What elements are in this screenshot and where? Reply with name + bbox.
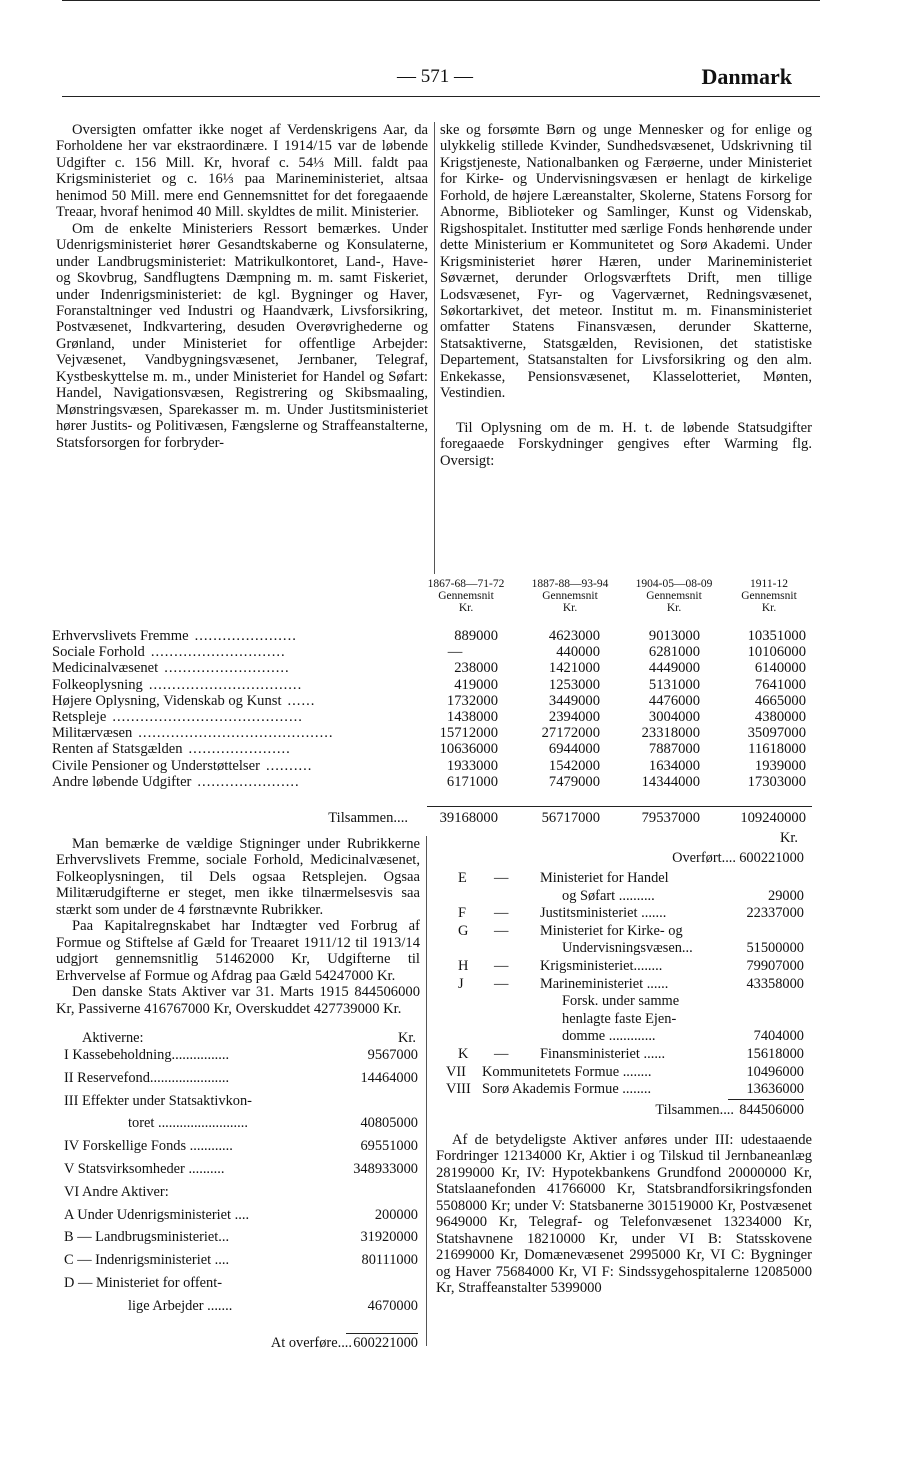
carry-label: At overføre....: [270, 1335, 352, 1351]
cell-value: 14344000: [641, 773, 700, 790]
asset-row: [436, 958, 812, 974]
assets-list-right: [436, 830, 812, 1120]
cell-value: 15712000: [439, 725, 498, 742]
row-label: [52, 693, 412, 710]
row-label: [52, 725, 412, 742]
cell-value: 4476000: [648, 692, 700, 709]
asset-row: [56, 1070, 420, 1086]
left-bottom-text: [56, 836, 420, 1017]
row-label-text: Retspleje: [52, 709, 107, 725]
asset-value: 29000: [768, 887, 804, 904]
assets-heading: Aktiverne:: [82, 1030, 144, 1046]
asset-label: domme .............: [562, 1028, 656, 1045]
asset-row: [56, 1115, 420, 1131]
left-column-text: [56, 122, 428, 451]
expenditure-table: [52, 578, 812, 828]
asset-row: [436, 888, 812, 904]
running-head-country: Danmark: [701, 64, 792, 89]
asset-letter: VIII: [446, 1081, 471, 1098]
right-column-text: [440, 122, 812, 469]
carry-value: 600221000: [353, 1335, 418, 1351]
asset-row: [436, 1046, 812, 1062]
cell-value: 4380000: [754, 709, 806, 725]
carried-value: 600221000: [739, 850, 804, 866]
asset-row: [56, 1161, 420, 1177]
cell-value: 17303000: [747, 773, 806, 790]
total-value: 109240000: [740, 810, 806, 826]
asset-row: [436, 940, 812, 956]
asset-label: lige Arbejder .......: [128, 1297, 233, 1314]
leader-dots: ......................: [194, 628, 297, 644]
asset-label: Ministeriet for Handel: [540, 870, 669, 886]
asset-row: [436, 993, 812, 1009]
asset-value: 4670000: [367, 1297, 418, 1314]
asset-label: Kommunitetets Formue ........: [482, 1063, 652, 1080]
cell-value: —: [447, 644, 463, 661]
cell-value: 6140000: [754, 660, 806, 677]
asset-value: 9567000: [367, 1047, 418, 1063]
total-row: [436, 1102, 812, 1118]
asset-row: [56, 1184, 420, 1200]
paragraph: ske og forsømte Børn og unge Mennesker og for enlige og ulykkelig stillede Kvinder, Sundhedsvæsenet, Udskrivning til Krigstjeneste, Nationalbanken og Færøerne, under Ministeriet for Kirke- og Undervisningsvæsen er henlagt de kirkelige Forhold, de højere Læreanstalter, Skolerne, Statens Forsorg for Abnorme, Biblioteker og Samlinger, Kunst og Videnskab, Rigshospitalet. Institutter med særlige Fonds henhørende under dette Ministerium er Kommunitetet og Sorø Akademi. Under Krigsministeriet hører Hæren, under Marineministeriet Søværnet, derunder Orlogsværftets Drift, men tillige Lodsvæsenet, Fyr- og Vagerværnet, Redningsvæsenet, Søkortarkivet, det meteor. Institut m. m. Finansministeriet omfatter Statens Finansvæsen, derunder Skatterne, Statsaktiverne, Statsgælden, Revisionen, det statistiske Departement, Statsanstalten for Livsforsikring og den alm. Enkekasse, Pensionsvæsenet, Klasselotteriet, Mønten, Vestindien.: [440, 122, 812, 402]
asset-label: Sorø Akademis Formue ........: [482, 1081, 652, 1098]
asset-label: A Under Udenrigsministeriet ....: [64, 1206, 250, 1223]
cell-value: 1933000: [446, 757, 498, 774]
asset-label: Finansministeriet ......: [540, 1046, 666, 1062]
asset-row: [436, 976, 812, 992]
total-value: 79537000: [641, 810, 700, 826]
total-label: Tilsammen....: [328, 810, 408, 826]
unit-row: [436, 830, 812, 846]
table-row: [52, 758, 812, 774]
cell-value: 2394000: [548, 709, 600, 725]
total-value: 56717000: [541, 810, 600, 826]
table-row: [52, 725, 812, 741]
row-label-text: Folkeoplysning: [52, 676, 143, 693]
column-header: 1887-88—93-94 Gennemsnit Kr.: [531, 578, 609, 614]
top-edge-rule: [62, 0, 820, 1]
asset-label: Ministeriet for Kirke- og: [540, 922, 683, 939]
row-label-text: Sociale Forhold: [52, 644, 145, 661]
table-row: [52, 628, 812, 644]
asset-label: Marineministeriet ......: [540, 975, 669, 992]
cell-value: 9013000: [648, 628, 700, 644]
asset-row: [436, 1081, 812, 1097]
total-rule: [728, 1099, 804, 1100]
row-label-text: Andre løbende Udgifter: [52, 773, 192, 790]
paragraph: Af de betydeligste Aktiver anføres under III: udestaaende Fordringer 12134000 Kr, Aktier i og Tilskud til Jernbaneanlæg 28199000 Kr, IV: Hypotekbankens Grundfond 20000000 Kr, Statslaanefonden 41766000 Kr, Statsbrandforsikringsfonden 5508000 Kr; under V: Statsbanerne 301519000 Kr, Postvæsenet 9649000 Kr, Telegraf- og Telefonvæsenet 13234000 Kr, Statshavnene 18210000 Kr, under VI B: Statsskovene 21699000 Kr, Domænevæsenet 2995000 Kr, VI C: Bygninger og Haver 75684000 Kr, VI F: Sindssygehospitalerne 12085000 Kr, Straffeanstalter 5399000: [436, 1132, 812, 1297]
table-row: [52, 677, 812, 693]
cell-value: 10351000: [747, 628, 806, 644]
header-rule: [62, 96, 820, 97]
cell-value: 7887000: [648, 741, 700, 758]
cell-value: 889000: [454, 628, 498, 644]
cell-value: 4623000: [548, 628, 600, 644]
row-label: [52, 677, 412, 694]
asset-row: [436, 1064, 812, 1080]
asset-value: 43358000: [746, 975, 804, 992]
column-header: 1911-12 Gennemsnit Kr.: [741, 578, 797, 614]
asset-dash: —: [494, 975, 509, 992]
asset-label: toret .........................: [128, 1115, 248, 1132]
asset-dash: —: [494, 870, 509, 886]
cell-value: 440000: [556, 644, 600, 661]
leader-dots: ...........................: [164, 660, 290, 677]
asset-value: 348933000: [353, 1161, 418, 1177]
leader-dots: ..........................................: [138, 725, 334, 742]
column-divider: [426, 836, 427, 1346]
asset-label: I Kassebeholdning................: [64, 1047, 230, 1063]
asset-label: D — Ministeriet for offent-: [64, 1275, 222, 1291]
asset-label: VI Andre Aktiver:: [64, 1183, 169, 1200]
paragraph: Om de enkelte Ministeriers Ressort bemærkes. Under Udenrigsministeriet hører Gesandtskaberne og Konsulaterne, under Landbrugsministeriet: Matrikulkontoret, Land-, Have- og Skovbrug, Sandflugtens Dæmpning m. m. samt Fiskeriet, under Indenrigsministeriet: de kgl. Bygninger og Haver, Foranstaltninger ved Industri og Haandværk, Livsforsikring, Postvæsenet, Indkvartering, desuden Overøvrighederne og Grønland, under Ministeriet for offentlige Arbejder: Vejvæsenet, Vandbygningsvæsenet, Jernbaner, Telegraf, Kystbeskyttelse m. m., under Ministeriet for Handel og Søfart: Handel, Navigationsvæsen, Registrering og Skibsmaaling, Mønstringsvæsen, Sparekasser m. m. Under Justitsministeriet hører Justits- og Politivæsen, Fængslerne og Straffeanstalterne, Statsforsorgen for forbryder-: [56, 220, 428, 451]
asset-row: [56, 1047, 420, 1063]
column-header: 1904-05—08-09 Gennemsnit Kr.: [635, 578, 713, 614]
asset-label: Forsk. under samme: [562, 993, 680, 1010]
cell-value: 1253000: [548, 676, 600, 693]
column-divider: [434, 122, 435, 574]
asset-letter: G: [458, 922, 469, 939]
cell-value: 5131000: [648, 676, 700, 693]
asset-value: 51500000: [746, 940, 804, 957]
asset-label: C — Indenrigsministeriet ....: [64, 1252, 230, 1269]
asset-value: 15618000: [746, 1046, 804, 1062]
cell-value: 1542000: [548, 757, 600, 774]
leader-dots: ..........: [265, 757, 313, 774]
cell-value: 4665000: [754, 692, 806, 709]
asset-value: 31920000: [360, 1229, 418, 1246]
unit-label: Kr.: [780, 830, 798, 846]
row-label-text: Civile Pensioner og Understøttelser: [52, 757, 260, 774]
cell-value: 11618000: [748, 741, 806, 758]
asset-value: 10496000: [746, 1063, 804, 1080]
asset-label: B — Landbrugsministeriet...: [64, 1229, 230, 1246]
asset-value: 80111000: [361, 1252, 418, 1269]
carry-rule: [346, 1333, 418, 1334]
paragraph: Den danske Stats Aktiver var 31. Marts 1915 844506000 Kr, Passiverne 416767000 Kr, Overskuddet 427739000 Kr.: [56, 984, 420, 1017]
asset-dash: —: [494, 958, 509, 974]
total-value: 39168000: [439, 810, 498, 826]
asset-letter: VII: [446, 1063, 466, 1080]
asset-letter: J: [458, 975, 464, 992]
assets-list-left: [56, 1030, 420, 1350]
asset-row: [56, 1275, 420, 1291]
asset-label: og Søfart ..........: [562, 887, 655, 904]
asset-dash: —: [494, 922, 509, 939]
asset-row: [56, 1207, 420, 1223]
cell-value: 7641000: [754, 676, 806, 693]
asset-value: 13636000: [746, 1081, 804, 1098]
row-label: [52, 709, 412, 726]
cell-value: 7479000: [548, 773, 600, 790]
carried-label: Overført....: [672, 850, 736, 866]
leader-dots: .........................................: [112, 709, 303, 725]
asset-value: 22337000: [746, 905, 804, 922]
cell-value: 6171000: [446, 773, 498, 790]
asset-dash: —: [494, 1046, 509, 1062]
cell-value: 10636000: [439, 741, 498, 758]
carry-row: [56, 1335, 420, 1351]
row-label-text: Medicinalvæsenet: [52, 660, 159, 677]
cell-value: 27172000: [541, 725, 600, 742]
asset-label: henlagte faste Ejen-: [562, 1010, 677, 1027]
asset-value: 200000: [374, 1206, 418, 1223]
asset-value: 69551000: [360, 1138, 418, 1155]
table-row: [52, 693, 812, 709]
paragraph: Paa Kapitalregnskabet har Indtægter ved Forbrug af Formue og Stiftelse af Gæld for Treaaret 1911/12 til 1913/14 udgjort gennemsnitlig 51462000 Kr, Udgifterne til Erhvervelse af Formue og Afdrag paa Gæld 54247000 Kr.: [56, 918, 420, 984]
carried-row: [436, 850, 812, 866]
leader-dots: ......................: [197, 773, 300, 790]
cell-value: 1634000: [648, 757, 700, 774]
asset-row: [56, 1093, 420, 1109]
asset-row: [436, 1011, 812, 1027]
total-rule: [427, 806, 812, 807]
cell-value: 1421000: [548, 660, 600, 677]
asset-label: IV Forskellige Fonds ............: [64, 1138, 233, 1155]
table-row: [52, 709, 812, 725]
row-label: [52, 644, 412, 661]
leader-dots: ......: [287, 692, 316, 709]
column-header: 1867-68—71-72 Gennemsnit Kr.: [427, 578, 505, 614]
cell-value: 1438000: [446, 709, 498, 725]
cell-value: 4449000: [648, 660, 700, 677]
cell-value: 1732000: [446, 692, 498, 709]
cell-value: 6281000: [648, 644, 700, 661]
row-label: [52, 774, 412, 791]
asset-letter: H: [458, 958, 469, 974]
asset-letter: F: [458, 905, 467, 922]
asset-label: V Statsvirksomheder ..........: [64, 1161, 225, 1177]
row-label: [52, 741, 412, 758]
cell-value: 1939000: [754, 757, 806, 774]
row-label: [52, 758, 412, 775]
leader-dots: .............................: [150, 644, 286, 661]
cell-value: 10106000: [747, 644, 806, 661]
leader-dots: ......................: [188, 741, 291, 758]
asset-row: [436, 905, 812, 921]
asset-row: [56, 1138, 420, 1154]
cell-value: 35097000: [747, 725, 806, 742]
paragraph: Oversigten omfatter ikke noget af Verdenskrigens Aar, da Forholdene her var ekstraordinære. I 1914/15 var de løbende Udgifter c. 156 Mill. Kr, hvoraf c. 54⅓ Mill. faldt paa Krigsministeriet og c. 16⅓ paa Marineministeriet, altsaa henimod 50 Mill. mere end Gennemsnittet for det foregaaende Treaar, hvoraf henimod 40 Mill. skyldtes de milit. Ministerier.: [56, 122, 428, 221]
paragraph: Til Oplysning om de m. H. t. de løbende Statsudgifter foregaaede Forskydninger gengives efter Warming flg. Oversigt:: [440, 419, 812, 469]
asset-letter: K: [458, 1046, 469, 1062]
total-label: Tilsammen....: [655, 1102, 734, 1118]
asset-label: III Effekter under Statsaktivkon-: [64, 1092, 252, 1109]
page-number: — 571 —: [397, 66, 473, 87]
right-bottom-text: [436, 1132, 812, 1297]
unit-label: Kr.: [398, 1030, 416, 1046]
asset-row: [436, 1028, 812, 1044]
row-label: [52, 628, 412, 645]
asset-row: [56, 1298, 420, 1314]
total-row: [52, 810, 812, 826]
cell-value: 238000: [454, 660, 498, 677]
table-row: [52, 660, 812, 676]
assets-heading-row: [56, 1030, 420, 1046]
asset-value: 79907000: [746, 958, 804, 974]
asset-label: Krigsministeriet........: [540, 958, 663, 974]
asset-letter: E: [458, 870, 467, 886]
asset-row: [436, 923, 812, 939]
asset-row: [436, 870, 812, 886]
row-label-text: Højere Oplysning, Videnskab og Kunst: [52, 692, 282, 709]
row-label-text: Militærvæsen: [52, 725, 133, 742]
row-label-text: Renten af Statsgælden: [52, 741, 183, 758]
cell-value: 419000: [454, 676, 498, 693]
table-row: [52, 774, 812, 790]
cell-value: 3004000: [648, 709, 700, 725]
paragraph: Man bemærke de vældige Stigninger under Rubrikkerne Erhvervslivets Fremme, sociale Forhold, Medicinalvæsenet, Folkeoplysningen, til Dels ogsaa Retsplejen. Ogsaa Militærudgifterne er steget, men ikke tilnærmelsesvis saa stærkt som under de 4 førstnævnte Rubrikker.: [56, 836, 420, 918]
leader-dots: .................................: [148, 676, 303, 693]
asset-label: II Reservefond......................: [64, 1069, 230, 1086]
cell-value: 6944000: [548, 741, 600, 758]
table-row: [52, 644, 812, 660]
asset-row: [56, 1252, 420, 1268]
asset-row: [56, 1229, 420, 1245]
table-row: [52, 741, 812, 757]
row-label: [52, 660, 412, 677]
asset-value: 7404000: [753, 1028, 804, 1045]
asset-dash: —: [494, 905, 509, 922]
asset-label: Justitsministeriet .......: [540, 905, 667, 922]
asset-label: Undervisningsvæsen...: [562, 940, 693, 957]
asset-value: 14464000: [360, 1069, 418, 1086]
row-label-text: Erhvervslivets Fremme: [52, 628, 189, 644]
cell-value: 23318000: [641, 725, 700, 742]
total-value: 844506000: [739, 1102, 804, 1118]
cell-value: 3449000: [548, 692, 600, 709]
asset-value: 40805000: [360, 1115, 418, 1132]
